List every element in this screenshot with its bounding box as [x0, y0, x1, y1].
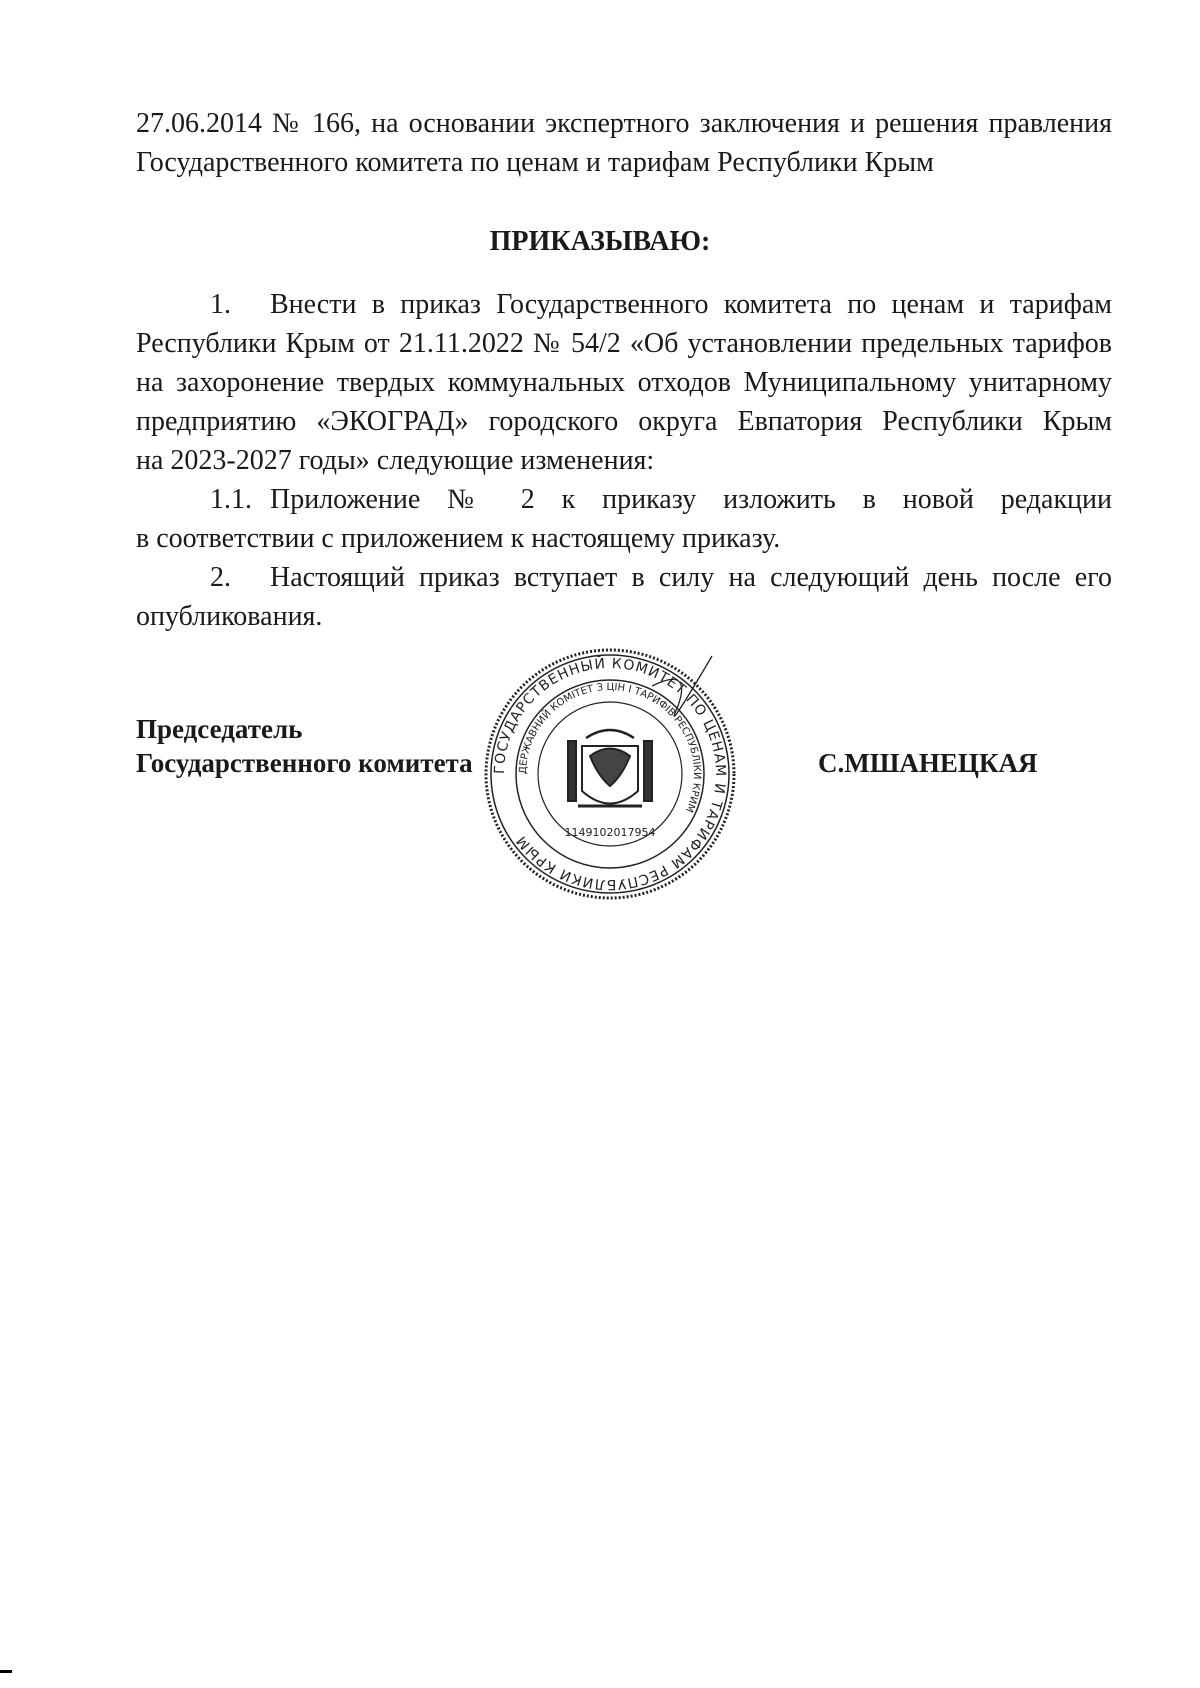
item-1-line-1: Внести в приказ Государственного комитета по ценам и тарифам [270, 289, 1112, 320]
item-2-line-1: Настоящий приказ вступает в силу на следующий день после его [270, 562, 1112, 593]
item-1-line-2: Республики Крым от 21.11.2022 № 54/2 «Об установлении предельных тарифов [136, 328, 1112, 359]
item-2-line-2: опубликования. [136, 601, 323, 632]
scan-edge-mark [0, 1670, 12, 1673]
item-1-line-4: предприятию «ЭКОГРАД» городского округа Евпатория Республики Крым [136, 406, 1112, 437]
item-1-line-5: на 2023-2027 годы» следующие изменения: [136, 445, 655, 476]
seal-code: 1149102017954 [564, 826, 656, 839]
seal-inner-text: ДЕРЖАВНИЙ КОМІТЕТ З ЦІН І ТАРИФІВ РЕСПУБЛІКИ КРИМ [517, 681, 703, 814]
item-1-1-line-1: Приложение № 2 к приказу изложить в новой редакции [270, 484, 1112, 515]
item-1-first-line [136, 285, 1112, 324]
intro-line-2: Государственного комитета по ценам и тарифам Республики Крым [136, 147, 934, 178]
item-2-number: 2. [210, 562, 231, 593]
order-heading: ПРИКАЗЫВАЮ: [489, 226, 711, 257]
signatory-name: С.МШАНЕЦКАЯ [818, 748, 1038, 778]
official-seal-stamp [482, 646, 738, 902]
signatory-title-line-2: Государственного комитета [136, 748, 473, 778]
order-item-1 [136, 285, 1112, 480]
coat-of-arms-icon [568, 730, 652, 806]
signatory-title [136, 712, 473, 780]
seal-outer-text: ГОСУДАРСТВЕННЫЙ КОМИТЕТ ПО ЦЕНАМ И ТАРИФАМ РЕСПУБЛИКИ КРЫМ [491, 655, 729, 893]
item-2-first-line [136, 558, 1112, 597]
intro-paragraph [136, 104, 1112, 182]
order-item-2 [136, 558, 1112, 636]
intro-line-1: 27.06.2014 № 166, на основании экспертного заключения и решения правления [136, 108, 1112, 139]
item-1-1-number: 1.1. [210, 484, 252, 515]
item-1-1-first-line [136, 480, 1112, 519]
item-1-1-line-2: в соответствии с приложением к настоящему приказу. [136, 523, 781, 554]
item-1-number: 1. [210, 289, 231, 320]
signatory-title-line-1: Председатель [136, 714, 303, 744]
item-1-line-3: на захоронение твердых коммунальных отходов Муниципальному унитарному [136, 367, 1112, 398]
order-item-1-1 [136, 480, 1112, 558]
